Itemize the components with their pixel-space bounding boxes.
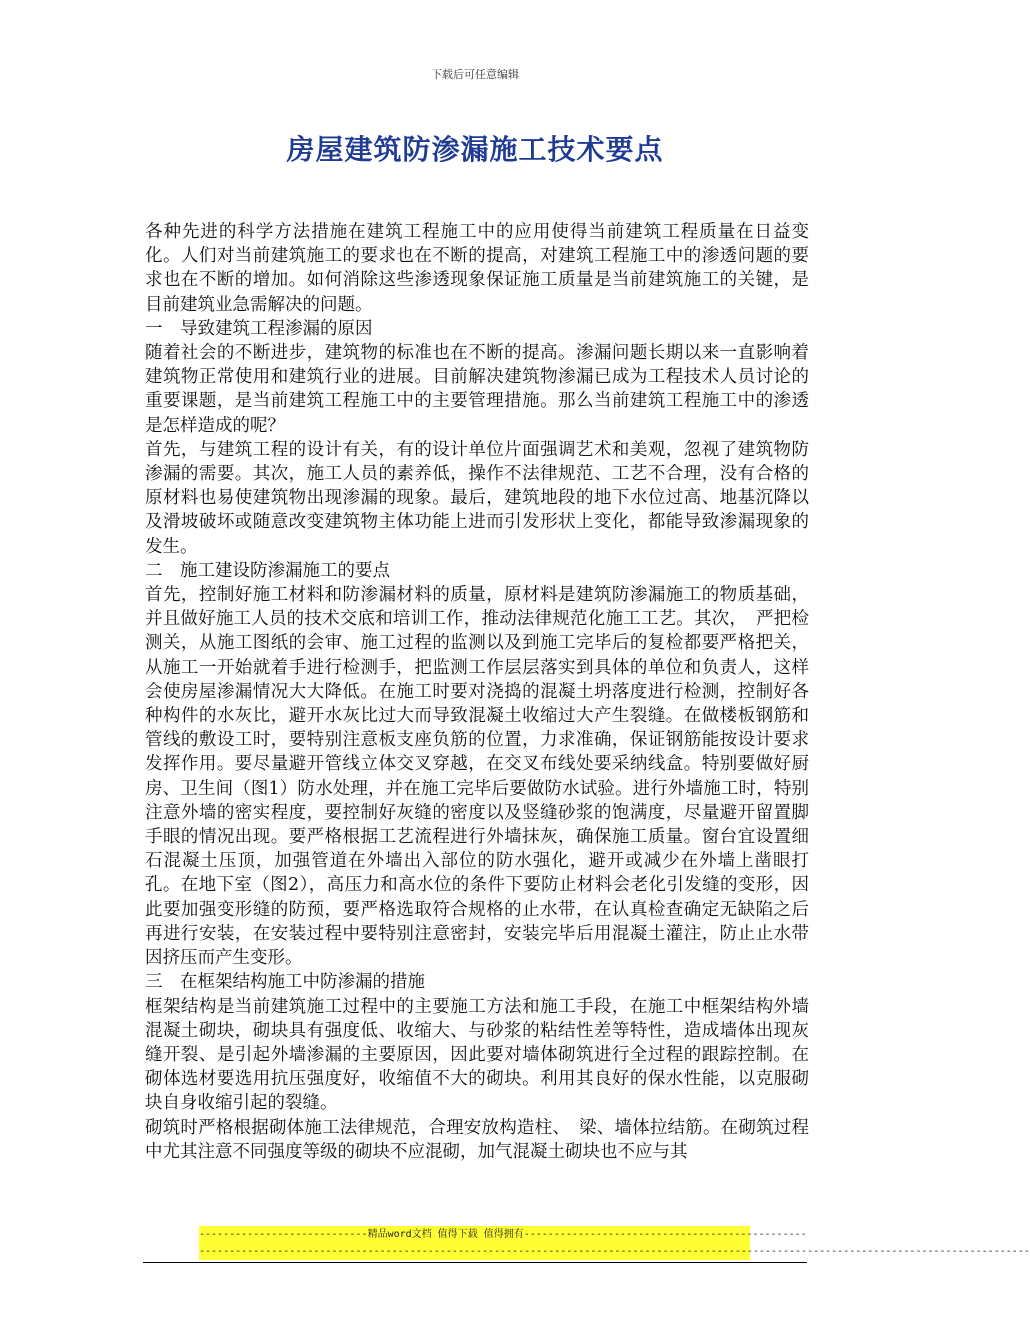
section3-heading: 三 在框架结构施工中防渗漏的措施 [145,972,425,993]
section3-paragraph-2: 砌筑时严格根据砌体施工法律规范，合理安放构造柱、 梁、墙体拉结筋。在砌筑过程中尤其注意不同强度等级的砌块不应混砌，加气混凝土砌块也不应与其 [145,1117,809,1162]
footer-banner-line-2: ------------------------------------------------------------------------------------------------------------------------------------------ [199,1246,1030,1257]
section1-paragraph-1: 随着社会的不断进步，建筑物的标准也在不断的提高。渗漏问题长期以来一直影响着建筑物正常使用和建筑行业的进展。目前解决建筑物渗漏已成为工程技术人员讨论的重要课题，是当前建筑工程施工中的主要管理措施。那么当前建筑工程施工中的渗透是怎样造成的呢？ [145,343,809,436]
section2-paragraph-1: 首先，控制好施工材料和防渗漏材料的质量，原材料是建筑防渗漏施工的物质基础，并且做好施工人员的技术交底和培训工作，推动法律规范化施工工艺。其次， 严把检测关，从施工图纸的会审、施工过程的监测以及到施工完毕后的复检都要严格把关，从施工一开始就着手进行检测手，把监测工作层层落实到具体的单位和负责人，这样会使房屋渗漏情况大大降低。在施工时要对浇捣的混凝土坍落度进行检测，控制好各种构件的水灰比，避开水灰比过大而导致混凝土收缩过大产生裂缝。在做楼板钢筋和管线的敷设工时，要特别注意板支座负筋的位置，力求准确，保证钢筋能按设计要求发挥作用。要尽量避开管线立体交叉穿越，在交叉布线处要采纳线盒。特别要做好厨房、卫生间（图1）防水处理，并在施工完毕后要做防水试验。进行外墙施工时，特别注意外墙的密实程度，要控制好灰缝的密度以及竖缝砂浆的饱满度，尽量避开留置脚手眼的情况出现。要严格根据工艺流程进行外墙抹灰，确保施工质量。窗台宜设置细石混凝土压顶，加强管道在外墙出入部位的防水强化，避开或减少在外墙上凿眼打孔。在地下室（图2），高压力和高水位的条件下要防止材料会老化引发缝的变形，因此要加强变形缝的防预，要严格选取符合规格的止水带，在认真检查确定无缺陷之后再进行安装，在安装过程中要特别注意密封，安装完毕后用混凝土灌注，防止止水带因挤压而产生变形。 [145,585,809,969]
footer-banner [199,1226,1030,1260]
section1-heading: 一 导致建筑工程渗漏的原因 [145,318,373,339]
document-body [145,220,809,1164]
section3-paragraph-1: 框架结构是当前建筑施工过程中的主要施工方法和施工手段，在施工中框架结构外墙混凝土砌块，砌块具有强度低、收缩大、与砂浆的粘结性差等特性，造成墙体出现灰缝开裂、是引起外墙渗漏的主要原因，因此要对墙体砌筑进行全过程的跟踪控制。在砌体选材要选用抗压强度好，收缩值不大的砌块。利用其良好的保水性能，以克服砌块自身收缩引起的裂缝。 [145,996,809,1114]
footer-divider [143,1262,807,1263]
section1-paragraph-2: 首先，与建筑工程的设计有关，有的设计单位片面强调艺术和美观，忽视了建筑物防渗漏的需要。其次，施工人员的素养低，操作不法律规范、工艺不合理，没有合格的原材料也易使建筑物出现渗漏的现象。最后，建筑地段的地下水位过高、地基沉降以及滑坡破坏或随意改变建筑物主体功能上进而引发形状上变化，都能导致渗漏现象的发生。 [145,439,809,557]
section2-heading: 二 施工建设防渗漏施工的要点 [145,560,390,581]
document-title: 房屋建筑防渗漏施工技术要点 [286,133,664,166]
intro-paragraph: 各种先进的科学方法措施在建筑工程施工中的应用使得当前建筑工程质量在日益变化。人们对当前建筑施工的要求也在不断的提高，对建筑工程施工中的渗透问题的要求也在不断的增加。如何消除这些渗透现象保证施工质量是当前建筑施工的关键，是目前建筑业急需解决的问题。 [145,222,809,315]
footer-banner-line-1: ----------------------------精品word文档 值得下载 值得拥有----------------------------------------------- [199,1229,807,1240]
header-note: 下载后可任意编辑 [431,68,519,81]
